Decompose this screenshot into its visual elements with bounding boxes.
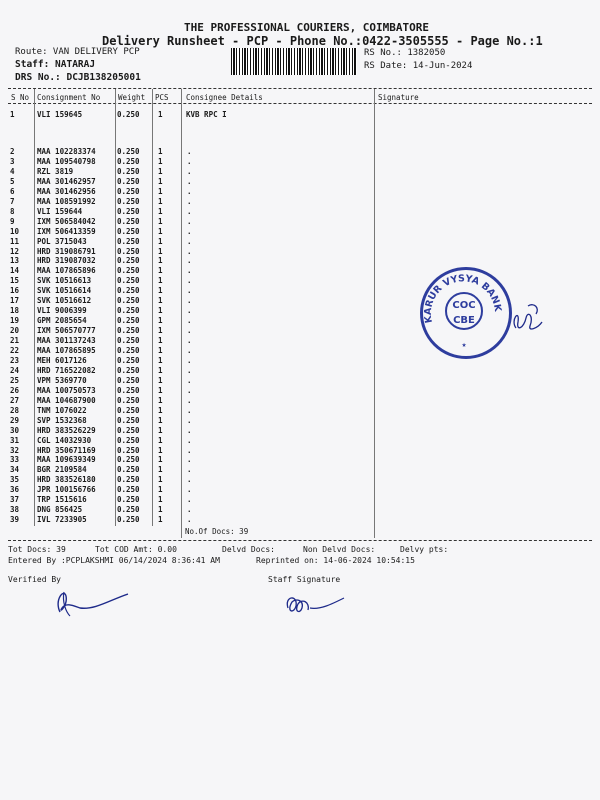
row-weight: 0.250 [117,306,140,316]
table-top-rule [8,88,592,89]
rs-date: RS Date: 14-Jun-2024 [364,61,473,71]
row-consignee: . [187,346,192,355]
col-header-weight: Weight [118,93,146,102]
col-divider-1 [34,89,35,526]
row-pcs: 1 [158,475,163,485]
row-weight: 0.250 [117,495,140,505]
row-weight: 0.250 [117,346,140,355]
row-consignment-no: BGR 2109584 [37,465,87,475]
row-pcs: 1 [158,206,163,216]
row-consignment-no: GPM 2085654 [37,316,87,326]
row-consignment-no: HRD 383526180 [37,475,96,485]
row-pcs: 1 [158,246,163,256]
table-bottom-rule [8,540,592,541]
reprinted-on: Reprinted on: 14-06-2024 10:54:15 [256,556,415,565]
row-consignment-no: SVK 10516613 [37,276,92,286]
row-weight: 0.250 [117,355,140,365]
row-sno: 13 [10,256,20,266]
row-pcs: 1 [158,196,163,206]
row-sno: 34 [10,465,20,475]
row-sno: 26 [10,385,20,395]
row-weight: 0.250 [117,326,140,336]
row-pcs: 1 [158,296,163,306]
row-weight: 0.250 [117,147,140,156]
row-sno: 28 [10,405,20,415]
row-sno: 15 [10,276,20,286]
row-weight: 0.250 [117,415,140,425]
row-consignment-no: RZL 3819 [37,166,74,176]
row-weight: 0.250 [117,515,140,525]
row-sno: 38 [10,505,20,515]
row-sno: 30 [10,425,20,435]
row-consignment-no: HRD 319086791 [37,246,96,256]
row-pcs: 1 [158,435,163,445]
total-cod-amount: Tot COD Amt: 0.00 [95,545,177,554]
row-pcs: 1 [158,256,163,266]
row-weight: 0.250 [117,176,140,186]
total-docs: Tot Docs: 39 [8,545,66,554]
row-weight: 0.250 [117,385,140,395]
row-sno: 8 [10,206,15,216]
col-header-signature: Signature [378,93,419,102]
col-divider-3 [152,89,153,526]
row-consignee: . [187,365,192,375]
row-weight: 0.250 [117,435,140,445]
row-sno: 23 [10,355,20,365]
row-consignment-no: DNG 856425 [37,505,83,515]
row-weight: 0.250 [117,425,140,435]
row-weight: 0.250 [117,395,140,405]
verified-by-label: Verified By [8,575,61,584]
row-weight: 0.250 [117,286,140,296]
row-weight: 0.250 [117,375,140,385]
doc-count: No.Of Docs: 39 [185,527,249,536]
row-consignment-no: MAA 301462957 [37,176,96,186]
row-consignee: . [187,226,192,236]
staff-signature-mark [280,588,350,620]
row-pcs: 1 [158,365,163,375]
row-weight: 0.250 [117,475,140,485]
row-consignment-no: HRD 350671169 [37,445,96,455]
row-consignee: KVB RPC I [186,110,227,119]
row-consignee: . [187,186,192,196]
row-sno: 35 [10,475,20,485]
row-pcs: 1 [158,485,163,495]
row-weight: 0.250 [117,296,140,306]
row-pcs: 1 [158,465,163,475]
row-sno: 16 [10,286,20,296]
row-weight: 0.250 [117,485,140,495]
row-weight: 0.250 [117,110,140,119]
row-sno: 25 [10,375,20,385]
delivered-docs: Delvd Docs: [222,545,275,554]
row-consignee: . [187,505,192,515]
row-consignee: . [187,336,192,346]
row-consignee: . [187,316,192,326]
row-consignee: . [187,385,192,395]
row-consignment-no: MAA 109639349 [37,455,96,465]
row-weight: 0.250 [117,505,140,515]
row-consignee: . [187,475,192,485]
col-header-consignee: Consignee Details [186,93,263,102]
row-weight: 0.250 [117,445,140,455]
row-weight: 0.250 [117,336,140,346]
row-pcs: 1 [158,455,163,465]
row-sno: 10 [10,226,20,236]
row-consignee: . [187,256,192,266]
company-title: THE PROFESSIONAL COURIERS, COIMBATORE [184,21,430,34]
row-consignee: . [187,425,192,435]
row-sno: 12 [10,246,20,256]
col-header-sno: S No [11,93,30,102]
row-consignee: . [187,515,192,525]
row-pcs: 1 [158,276,163,286]
row-weight: 0.250 [117,266,140,276]
row-consignment-no: VPM 5369770 [37,375,87,385]
col-divider-4 [181,89,182,538]
row-sno: 20 [10,326,20,336]
row-weight: 0.250 [117,226,140,236]
row-pcs: 1 [158,505,163,515]
row-consignee: . [187,236,192,246]
row-consignee: . [187,445,192,455]
row-pcs: 1 [158,326,163,336]
row-consignee: . [187,196,192,206]
row-sno: 19 [10,316,20,326]
row-weight: 0.250 [117,216,140,226]
row-pcs: 1 [158,166,163,176]
row-consignment-no: SVK 10516612 [37,296,92,306]
row-consignment-no: MAA 301462956 [37,186,96,196]
row-pcs: 1 [158,306,163,316]
row-consignee: . [187,395,192,405]
row-sno: 32 [10,445,20,455]
row-pcs: 1 [158,236,163,246]
row-consignee: . [187,435,192,445]
row-weight: 0.250 [117,256,140,266]
row-consignment-no: HRD 383526229 [37,425,96,435]
row-pcs: 1 [158,336,163,346]
row-sno: 39 [10,515,20,525]
row-consignment-no: POL 3715043 [37,236,87,246]
runsheet-subtitle: Delivery Runsheet - PCP - Phone No.:0422-3505555 - Page No.:1 [102,34,543,48]
row-consignment-no: MAA 107865895 [37,346,96,355]
row-pcs: 1 [158,495,163,505]
row-weight: 0.250 [117,465,140,475]
row-consignment-no: VLI 9006399 [37,306,87,316]
row-consignment-no: IXM 506584042 [37,216,96,226]
row-consignee: . [187,147,192,156]
row-sno: 3 [10,156,15,166]
row-consignment-no: IVL 7233905 [37,515,87,525]
row-weight: 0.250 [117,365,140,375]
row-consignee: . [187,166,192,176]
delivery-points: Delvy pts: [400,545,449,554]
rs-number: RS No.: 1382050 [364,48,446,58]
row-consignment-no: MAA 109540798 [37,156,96,166]
staff-label: Staff: NATARAJ [15,59,96,70]
col-divider-2 [115,89,116,526]
row-pcs: 1 [158,316,163,326]
row-pcs: 1 [158,346,163,355]
row-consignee: . [187,465,192,475]
row-sno: 4 [10,166,15,176]
bank-stamp [420,267,512,359]
row-consignment-no: VLI 159644 [37,206,83,216]
row-consignment-no: HRD 716522082 [37,365,96,375]
row-consignment-no: JPR 100156766 [37,485,96,495]
row-pcs: 1 [158,515,163,525]
row-weight: 0.250 [117,196,140,206]
row-consignment-no: MAA 107865896 [37,266,96,276]
row-consignment-no: MAA 108591992 [37,196,96,206]
row-sno: 17 [10,296,20,306]
row-consignee: . [187,276,192,286]
row-consignee: . [187,405,192,415]
row-consignment-no: MAA 301137243 [37,336,96,346]
row-consignment-no: IXM 506570777 [37,326,96,336]
row-sno: 29 [10,415,20,425]
row-consignment-no: TRP 1515616 [37,495,87,505]
row-consignee: . [187,375,192,385]
entered-by: Entered By :PCPLAKSHMI 06/14/2024 8:36:41 AM [8,556,220,565]
col-header-pcs: PCS [155,93,169,102]
row-consignment-no: SVK 10516614 [37,286,92,296]
stamp-signature [508,298,548,342]
row-sno: 27 [10,395,20,405]
barcode-image [231,48,357,75]
row-consignment-no: MAA 100750573 [37,385,96,395]
row-pcs: 1 [158,425,163,435]
route-label: Route: VAN DELIVERY PCP [15,47,140,57]
row-sno: 31 [10,435,20,445]
row-pcs: 1 [158,226,163,236]
row-consignee: . [187,455,192,465]
row-consignee: . [187,306,192,316]
row-sno: 36 [10,485,20,495]
row-consignee: . [187,176,192,186]
row-sno: 1 [10,110,15,119]
row-pcs: 1 [158,216,163,226]
row-consignee: . [187,296,192,306]
row-consignee: . [187,156,192,166]
stamp-inner-circle [445,292,483,330]
row-pcs: 1 [158,156,163,166]
row-sno: 7 [10,196,15,206]
svg-text:KARUR VYSYA BANK: KARUR VYSYA BANK [422,273,504,324]
row-pcs: 1 [158,375,163,385]
row-consignment-no: IXM 506413359 [37,226,96,236]
row-consignee: . [187,266,192,276]
row-weight: 0.250 [117,405,140,415]
row-pcs: 1 [158,176,163,186]
col-header-consignment: Consignment No [37,93,101,102]
row-sno: 2 [10,147,15,156]
stamp-line-2: CBE [453,315,475,326]
row-consignment-no: MAA 102283374 [37,147,96,156]
row-pcs: 1 [158,385,163,395]
row-consignee: . [187,355,192,365]
row-sno: 14 [10,266,20,276]
row-sno: 24 [10,365,20,375]
row-sno: 5 [10,176,15,186]
table-header-rule [8,103,592,104]
row-consignment-no: TNM 1076022 [37,405,87,415]
row-consignment-no: VLI 159645 [37,110,83,119]
row-pcs: 1 [158,147,163,156]
row-consignee: . [187,485,192,495]
row-weight: 0.250 [117,236,140,246]
row-sno: 33 [10,455,20,465]
row-weight: 0.250 [117,166,140,176]
col-divider-5 [374,89,375,538]
row-weight: 0.250 [117,246,140,256]
drs-number: DRS No.: DCJB138205001 [15,72,141,83]
row-pcs: 1 [158,415,163,425]
row-pcs: 1 [158,395,163,405]
row-consignee: . [187,206,192,216]
non-delivered-docs: Non Delvd Docs: [303,545,376,554]
row-pcs: 1 [158,405,163,415]
row-weight: 0.250 [117,186,140,196]
row-pcs: 1 [158,445,163,455]
row-sno: 22 [10,346,20,355]
row-consignee: . [187,495,192,505]
row-consignee: . [187,415,192,425]
row-weight: 0.250 [117,156,140,166]
row-sno: 21 [10,336,20,346]
row-sno: 9 [10,216,15,226]
row-pcs: 1 [158,355,163,365]
row-sno: 18 [10,306,20,316]
row-weight: 0.250 [117,316,140,326]
row-weight: 0.250 [117,455,140,465]
verified-by-signature [50,586,140,620]
row-consignee: . [187,286,192,296]
row-weight: 0.250 [117,276,140,286]
stamp-line-1: COC [452,300,476,311]
row-sno: 11 [10,236,20,246]
staff-signature-label: Staff Signature [268,575,341,584]
row-consignee: . [187,216,192,226]
row-pcs: 1 [158,266,163,276]
row-consignment-no: HRD 319087032 [37,256,96,266]
row-consignment-no: CGL 14032930 [37,435,92,445]
row-consignment-no: SVP 1532368 [37,415,87,425]
row-pcs: 1 [158,186,163,196]
row-weight: 0.250 [117,206,140,216]
row-consignee: . [187,326,192,336]
row-consignment-no: MAA 104687900 [37,395,96,405]
stamp-star-icon: ★ [461,340,467,349]
row-consignee: . [187,246,192,256]
row-consignment-no: MEH 6017126 [37,355,87,365]
row-pcs: 1 [158,286,163,296]
row-sno: 37 [10,495,20,505]
row-pcs: 1 [158,110,163,119]
row-sno: 6 [10,186,15,196]
